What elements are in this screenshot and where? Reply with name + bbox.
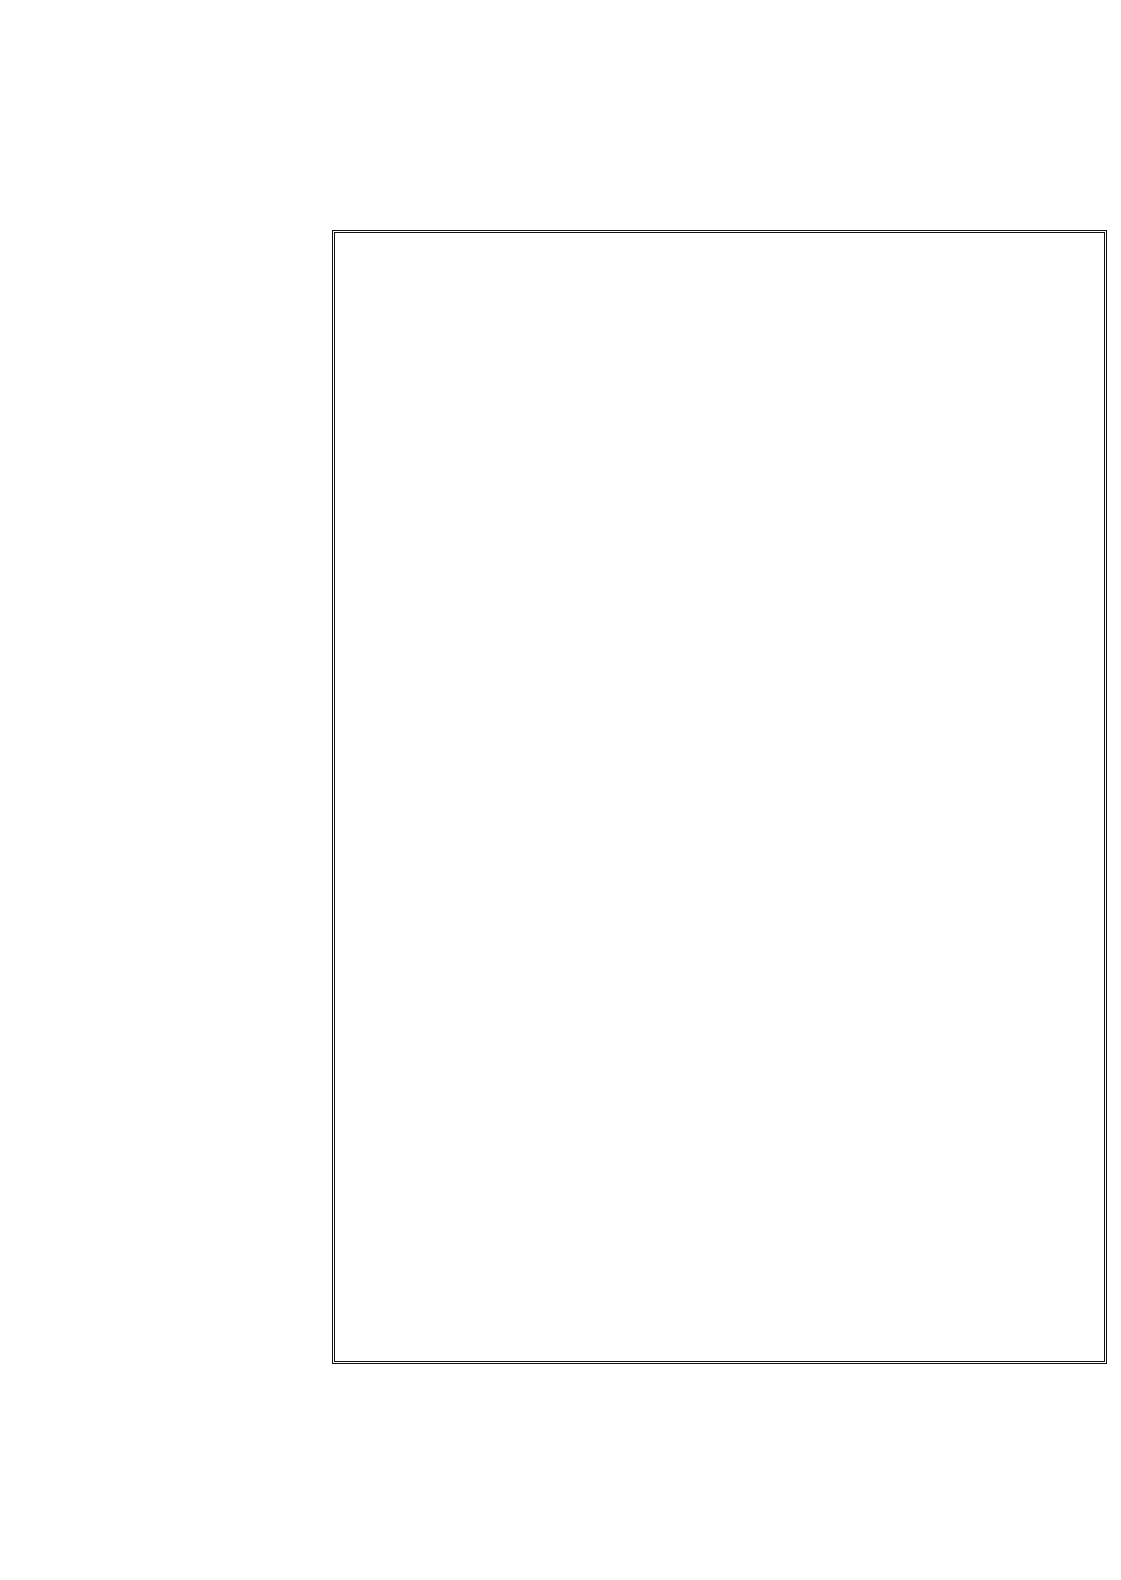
top-text-block [132, 66, 1102, 231]
margin-gloss-column [132, 228, 322, 1368]
page-number [396, 178, 486, 208]
main-text-column [350, 245, 1090, 1350]
bottom-text-block [130, 1368, 1110, 1518]
